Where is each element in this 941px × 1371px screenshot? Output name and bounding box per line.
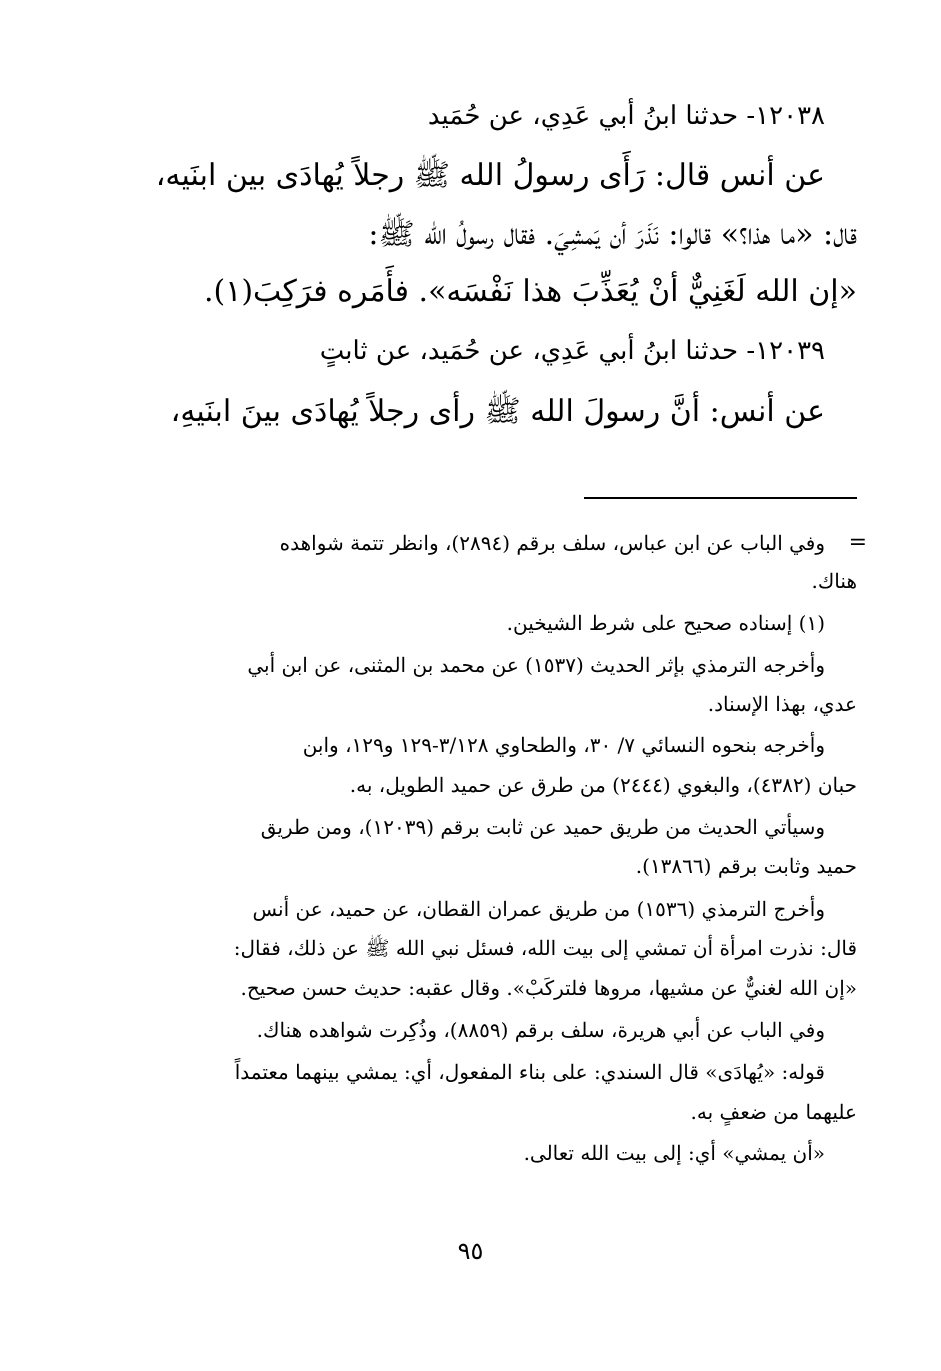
footnote-paragraph-6-line-2: عليهما من ضعفٍ به. <box>690 1100 857 1124</box>
page-number: ٩٥ <box>457 1237 484 1265</box>
footnote-paragraph-2-line-1: وأخرجه بنحوه النسائي ٧/ ٣٠، والطحاوي ٣/١٢٨-١٢٩ و١٢٩، وابن <box>302 733 825 757</box>
footnote-paragraph-6-line-1: قوله: «يُهادَى» قال السندي: على بناء المفعول، أي: يمشي بينهما معتمداً <box>234 1060 825 1084</box>
hadith-12038-line-3: «إن الله لَغَنِيٌّ أنْ يُعَذِّبَ هذا نَفْسَه». فأَمَره فرَكِبَ(١). <box>203 274 857 309</box>
footnote-paragraph-2-line-2: حبان (٤٣٨٢)، والبغوي (٢٤٤٤) من طرق عن حميد الطويل، به. <box>349 773 857 797</box>
footnote-paragraph-5-line-1: وفي الباب عن أبي هريرة، سلف برقم (٨٨٥٩)، وذُكِرت شواهده هناك. <box>256 1018 825 1042</box>
footnote-continuation-line-1: وفي الباب عن ابن عباس، سلف برقم (٢٨٩٤)، وانظر تتمة شواهده <box>279 531 825 555</box>
footnote-paragraph-1-line-1: وأخرجه الترمذي بإثر الحديث (١٥٣٧) عن محمد بن المثنى، عن ابن أبي <box>247 653 825 677</box>
footnote-paragraph-4-line-2: قال: نذرت امرأة أن تمشي إلى بيت الله، فسئل نبي الله ﷺ عن ذلك، فقال: <box>233 936 857 960</box>
hadith-12039-heading: ١٢٠٣٩- حدثنا ابنُ أبي عَدِي، عن حُمَيد، عن ثابتٍ <box>319 336 825 366</box>
footnote-paragraph-3-line-1: وسيأتي الحديث من طريق حميد عن ثابت برقم (١٢٠٣٩)، ومن طريق <box>260 815 825 839</box>
footnote-paragraph-7-line-1: «أن يمشي» أي: إلى بيت الله تعالى. <box>523 1141 825 1165</box>
footnote-paragraph-4-line-3: «إن الله لغنيٌّ عن مشيها، مروها فلتركَبْ». وقال عقبه: حديث حسن صحيح. <box>240 976 857 1000</box>
footnote-1: (١) إسناده صحيح على شرط الشيخين. <box>506 611 825 635</box>
hadith-12039-line-1: عن أنس: أنَّ رسولَ الله ﷺ رأى رجلاً يُهادَى بينَ ابنَيهِ، <box>170 394 825 429</box>
footnote-paragraph-3-line-2: حميد وثابت برقم (١٣٨٦٦). <box>635 854 857 878</box>
footnote-paragraph-4-line-1: وأخرج الترمذي (١٥٣٦) من طريق عمران القطان، عن حميد، عن أنس <box>252 897 825 921</box>
footnote-paragraph-1-line-2: عدي، بهذا الإسناد. <box>707 692 857 716</box>
footnote-separator <box>584 497 857 499</box>
hadith-12038-line-2: قال: «ما هذا؟» قالوا: نَذَرَ أن يَمشِيَ. فقال رسولُ الله ﷺ: <box>368 217 857 252</box>
hadith-12038-line-1: عن أنس قال: رَأَى رسولُ الله ﷺ رجلاً يُهادَى بين ابنَيه، <box>155 158 825 193</box>
continuation-mark: = <box>848 530 867 555</box>
footnote-continuation-line-2: هناك. <box>811 569 857 593</box>
hadith-12038-heading: ١٢٠٣٨- حدثنا ابنُ أبي عَدِي، عن حُمَيد <box>427 101 825 131</box>
